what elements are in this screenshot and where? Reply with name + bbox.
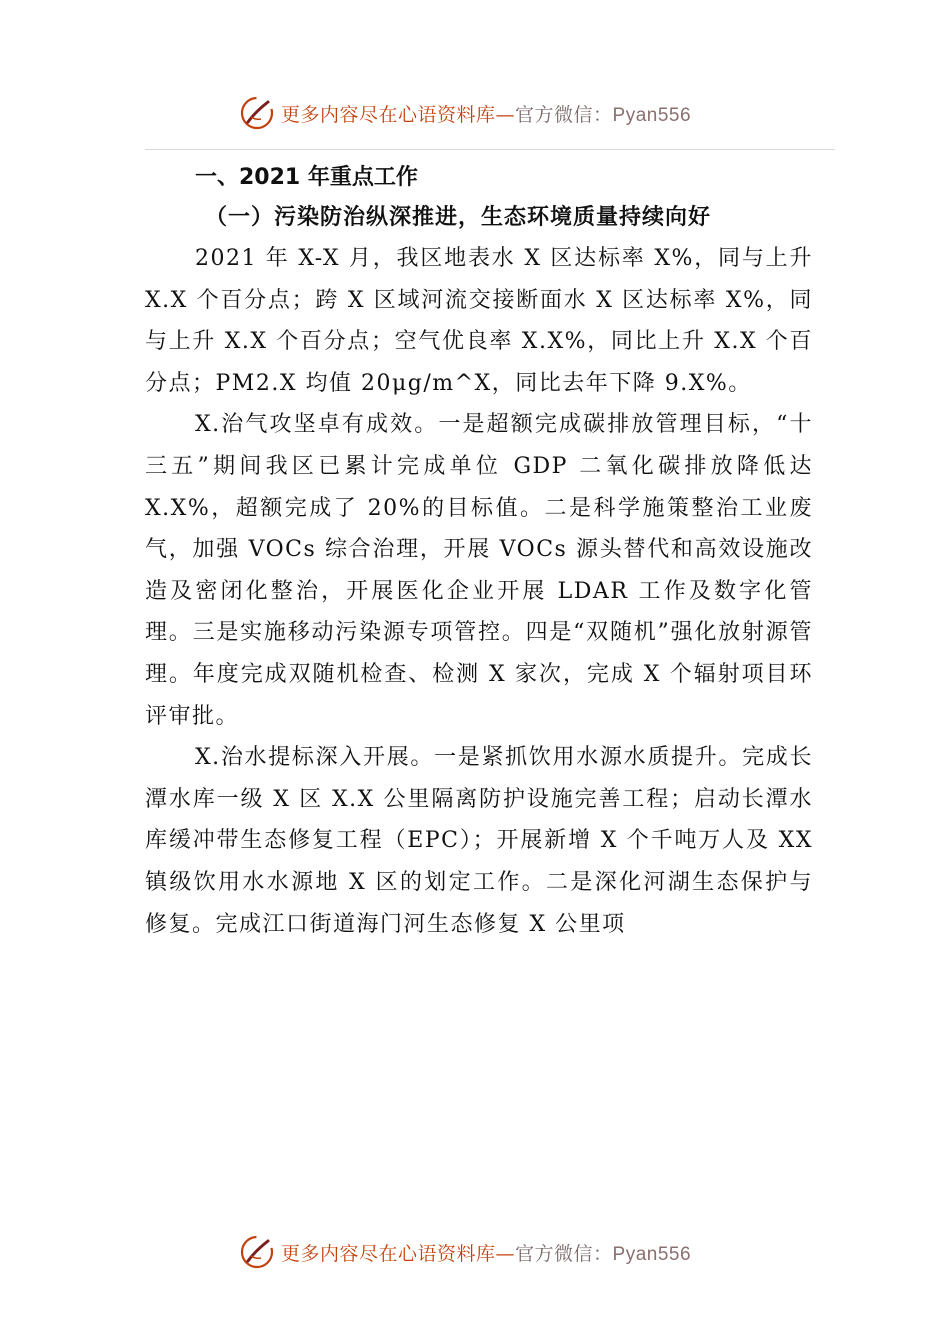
watermark-dash: — <box>495 103 516 126</box>
watermark-wechat-label: 官方微信： <box>515 103 613 126</box>
paragraph-air-governance: X.治气攻坚卓有成效。一是超额完成碳排放管理目标，“十三五”期间我区已累计完成单位 GDP 二氧化碳排放降低达 X.X%，超额完成了 20%的目标值。二是科学施策整治工业废气，加强 VOCs 综合治理，开展 VOCs 源头替代和高效设施改造及密闭化整治，开展医化企业开展 LDAR 工作及数字化管理。三是实施移动污染源专项管控。四是“双随机”强化放射源管理。年度完成双随机检查、检测 X 家次，完成 X 个辐射项目环评审批。 <box>145 412 813 729</box>
document-body <box>145 160 813 945</box>
subsection-heading: （一）污染防治纵深推进，生态环境质量持续向好 <box>205 204 712 230</box>
watermark-wechat-id: Pyan556 <box>612 104 692 126</box>
paragraph-water-governance: X.治水提标深入开展。一是紧抓饮用水源水质提升。完成长潭水库一级 X 区 X.X 公里隔离防护设施完善工程；启动长潭水库缓冲带生态修复工程（EPC）；开展新增 X 个千吨万人及 XX 镇级饮用水水源地 X 区的划定工作。二是深化河湖生态保护与修复。完成江口街道海门河生态修复 X 公里项 <box>145 745 813 937</box>
watermark-text <box>281 1239 691 1266</box>
watermark-wechat-label: 官方微信： <box>515 1242 613 1265</box>
watermark-dash: — <box>495 1242 516 1265</box>
watermark-title: 更多内容尽在心语资料库 <box>281 1242 496 1265</box>
watermark-content <box>239 93 691 133</box>
watermark-title: 更多内容尽在心语资料库 <box>281 103 496 126</box>
watermark-wechat-id: Pyan556 <box>612 1243 692 1265</box>
section-heading: 一、2021 年重点工作 <box>195 165 418 190</box>
header-divider <box>145 149 835 150</box>
watermark-content <box>239 1232 691 1272</box>
watermark-text <box>281 100 691 127</box>
paragraph-water-air-summary: 2021 年 X-X 月，我区地表水 X 区达标率 X%，同与上升 X.X 个百分点；跨 X 区域河流交接断面水 X 区达标率 X%，同与上升 X.X 个百分点；空气优良率 X.X%，同比上升 X.X 个百分点；PM2.X 均值 20μg/m^X，同比去年下降 9.X%。 <box>145 246 813 396</box>
watermark-banner-bottom <box>0 1232 950 1272</box>
brush-logo-icon <box>239 95 275 131</box>
brush-logo-icon <box>239 1234 275 1270</box>
watermark-banner-top <box>0 93 950 133</box>
